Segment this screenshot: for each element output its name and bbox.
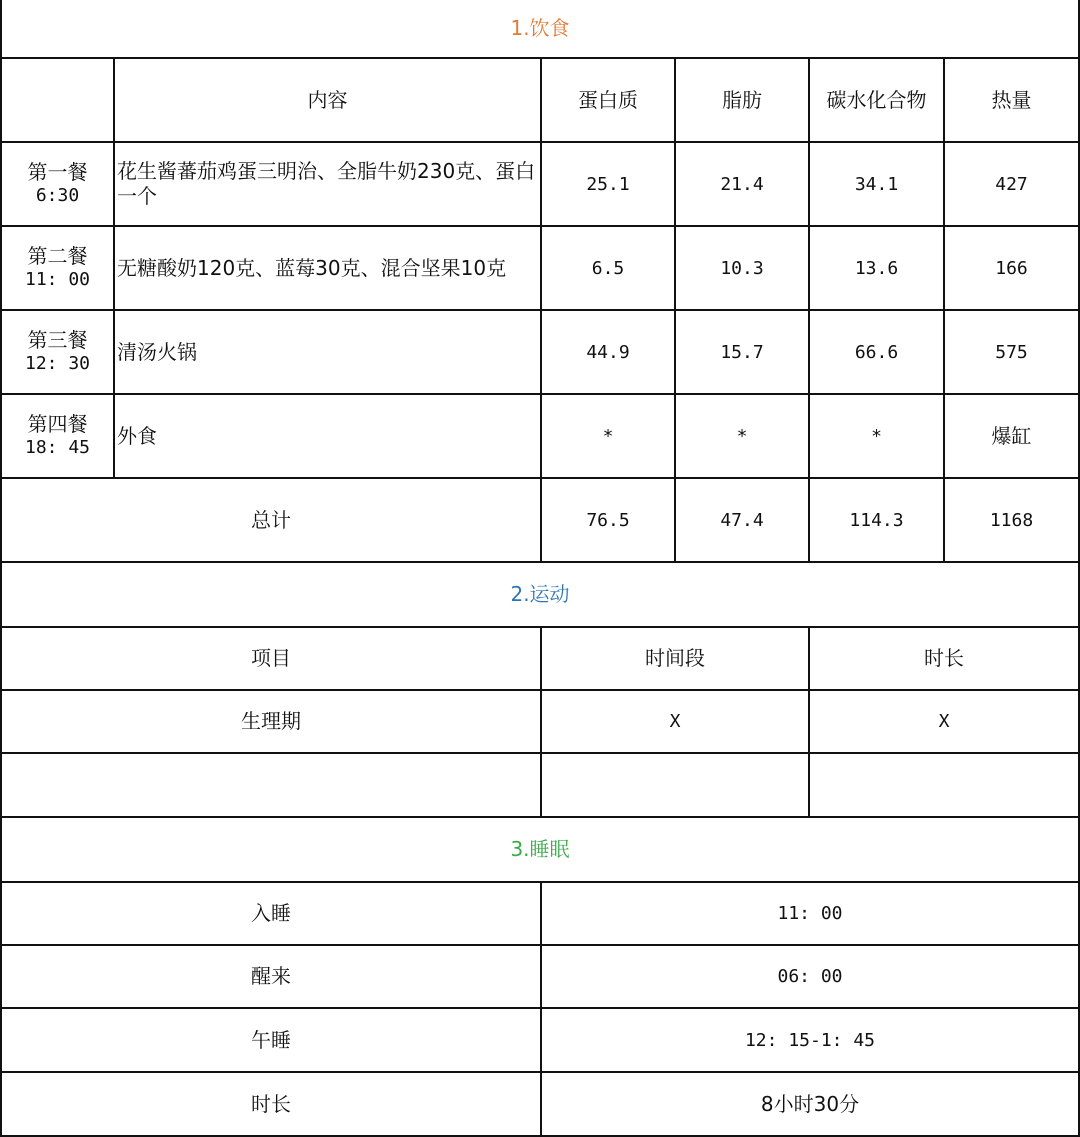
sleep-row bbox=[1, 1072, 1079, 1136]
meal-protein: 6.5 bbox=[541, 226, 675, 310]
total-fat: 47.4 bbox=[675, 478, 809, 562]
meal-time: 6:30 bbox=[35, 185, 80, 206]
diet-header-row bbox=[1, 58, 1079, 142]
meal-row bbox=[1, 142, 1079, 226]
total-label: 总计 bbox=[1, 478, 541, 562]
exercise-section-title: 2.运动 bbox=[1, 563, 1079, 627]
meal-content: 外食 bbox=[114, 394, 541, 478]
sleep-label: 入睡 bbox=[1, 882, 541, 945]
meal-carbs: 66.6 bbox=[809, 310, 944, 394]
meal-label bbox=[1, 310, 114, 394]
total-protein: 76.5 bbox=[541, 478, 675, 562]
header-time-period: 时间段 bbox=[541, 627, 809, 690]
exercise-time-period bbox=[541, 753, 809, 817]
exercise-row bbox=[1, 690, 1079, 753]
meal-calories: 166 bbox=[944, 226, 1079, 310]
header-content: 内容 bbox=[114, 58, 541, 142]
meal-row bbox=[1, 394, 1079, 478]
sleep-row bbox=[1, 1008, 1079, 1072]
header-duration: 时长 bbox=[809, 627, 1079, 690]
sleep-value: 06: 00 bbox=[541, 945, 1079, 1008]
meal-protein: * bbox=[541, 394, 675, 478]
meal-row bbox=[1, 226, 1079, 310]
meal-name: 第一餐 bbox=[27, 160, 88, 184]
sleep-section-title: 3.睡眠 bbox=[1, 818, 1079, 882]
meal-protein: 25.1 bbox=[541, 142, 675, 226]
meal-time: 12: 30 bbox=[24, 353, 91, 374]
meal-content: 无糖酸奶120克、蓝莓30克、混合坚果10克 bbox=[114, 226, 541, 310]
sleep-value: 11: 00 bbox=[541, 882, 1079, 945]
sleep-label: 午睡 bbox=[1, 1008, 541, 1072]
meal-protein: 44.9 bbox=[541, 310, 675, 394]
meal-name: 第三餐 bbox=[27, 328, 88, 352]
meal-calories: 爆缸 bbox=[944, 394, 1079, 478]
exercise-item bbox=[1, 753, 541, 817]
sleep-value: 8小时30分 bbox=[541, 1072, 1079, 1136]
meal-name: 第二餐 bbox=[27, 244, 88, 268]
sleep-label: 醒来 bbox=[1, 945, 541, 1008]
header-meal bbox=[1, 58, 114, 142]
exercise-duration: X bbox=[809, 690, 1079, 753]
total-row bbox=[1, 478, 1079, 562]
total-calories: 1168 bbox=[944, 478, 1079, 562]
meal-fat: 15.7 bbox=[675, 310, 809, 394]
diet-table bbox=[0, 0, 1080, 563]
sleep-value: 12: 15-1: 45 bbox=[541, 1008, 1079, 1072]
meal-fat: 21.4 bbox=[675, 142, 809, 226]
header-calories: 热量 bbox=[944, 58, 1079, 142]
exercise-header-row bbox=[1, 627, 1079, 690]
meal-fat: 10.3 bbox=[675, 226, 809, 310]
meal-row bbox=[1, 310, 1079, 394]
diet-section-title: 1.饮食 bbox=[1, 0, 1079, 58]
meal-label bbox=[1, 226, 114, 310]
exercise-table bbox=[0, 563, 1080, 818]
meal-calories: 575 bbox=[944, 310, 1079, 394]
sleep-label: 时长 bbox=[1, 1072, 541, 1136]
sleep-row bbox=[1, 882, 1079, 945]
meal-carbs: 34.1 bbox=[809, 142, 944, 226]
meal-name: 第四餐 bbox=[27, 412, 88, 436]
meal-carbs: 13.6 bbox=[809, 226, 944, 310]
header-carbs: 碳水化合物 bbox=[809, 58, 944, 142]
meal-time: 18: 45 bbox=[24, 437, 91, 458]
exercise-item: 生理期 bbox=[1, 690, 541, 753]
meal-label bbox=[1, 394, 114, 478]
header-item: 项目 bbox=[1, 627, 541, 690]
sleep-row bbox=[1, 945, 1079, 1008]
meal-calories: 427 bbox=[944, 142, 1079, 226]
total-carbs: 114.3 bbox=[809, 478, 944, 562]
meal-content: 清汤火锅 bbox=[114, 310, 541, 394]
meal-carbs: * bbox=[809, 394, 944, 478]
header-protein: 蛋白质 bbox=[541, 58, 675, 142]
meal-fat: * bbox=[675, 394, 809, 478]
exercise-duration bbox=[809, 753, 1079, 817]
header-fat: 脂肪 bbox=[675, 58, 809, 142]
meal-content: 花生酱蕃茄鸡蛋三明治、全脂牛奶230克、蛋白一个 bbox=[114, 142, 541, 226]
sleep-table bbox=[0, 818, 1080, 1137]
meal-label bbox=[1, 142, 114, 226]
meal-time: 11: 00 bbox=[24, 269, 91, 290]
exercise-row bbox=[1, 753, 1079, 817]
exercise-time-period: X bbox=[541, 690, 809, 753]
